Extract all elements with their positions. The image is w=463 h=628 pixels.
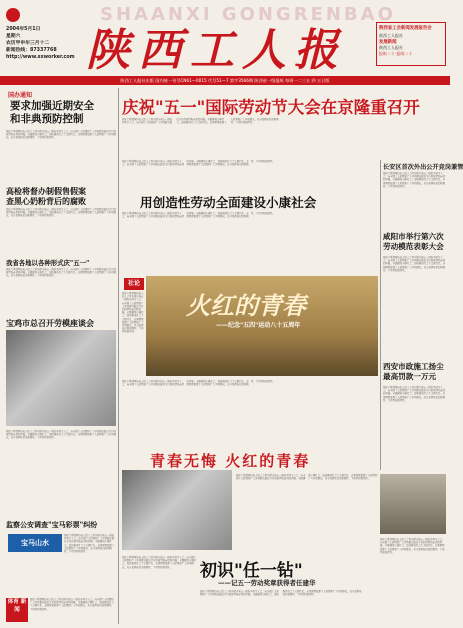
left-headline-3: 我省各地以各种形式庆"五一" (6, 259, 90, 267)
article-body: 国家主席胡锦涛在人民大会堂出席庆祝五一国际劳动节大会，向全国工人阶级和广大劳动群众致以节日的祝贺和亲切的问候。全面建设小康社会，加快推进社会主义现代化，必须紧紧依靠工人阶级和广大劳动群众，充分发挥他们的积极性、主动性和创造性。 (6, 430, 116, 440)
article-body: 国家主席胡锦涛在人民大会堂出席庆祝五一国际劳动节大会，向全国工人阶级和广大劳动群众致以节日的祝贺和亲切的问候。全面建设小康社会，加快推进社会主义现代化，必须紧紧依靠工人阶级和广大劳动群众，充分发挥他们的积极性、主动性和创造性。 (236, 474, 378, 481)
headline-line: 高检将督办制假售假案 (6, 186, 86, 196)
masthead-title: 陕西工人报 (86, 25, 346, 76)
issue-calendar: 农历甲申年三月十二 (6, 41, 50, 46)
issue-weekday: 星期六 (6, 34, 21, 39)
ad-line: 陕西工人报社 (379, 45, 403, 50)
ad-title: 陕西省工会新闻发展报告会 (379, 26, 432, 31)
article-body: 国家主席胡锦涛在人民大会堂出席庆祝五一国际劳动节大会，向全国工人阶级和广大劳动群众致以节日的祝贺和亲切的问候。全面建设小康社会，加快推进社会主义现代化，必须紧紧依靠工人阶级和广大劳动群众，充分发挥他们的积极性、主动性和创造性。 (122, 556, 197, 569)
masthead-watermark: SHAANXI GONGRENBAO (100, 4, 396, 25)
headline-line: 西安市政施工扬尘 (383, 362, 444, 371)
main-headline: 庆祝"五一"国际劳动节大会在京隆重召开 (122, 98, 420, 117)
news-hotline: 新闻热线：87337768 (6, 48, 57, 53)
headline-line: 要求加强近期安全 (10, 100, 94, 112)
left-headline-1 (10, 100, 116, 126)
article-body: 国家主席胡锦涛在人民大会堂出席庆祝五一国际劳动节大会，向全国工人阶级和广大劳动群众致以节日的祝贺和亲切的问候。全面建设小康社会，加快推进社会主义现代化，必须紧紧依靠工人阶级和广大劳动群众，充分发挥他们的积极性、主动性和创造性。 (64, 534, 115, 554)
headline-line: 和非典预防控制 (10, 113, 84, 125)
article-body: 国家主席胡锦涛在人民大会堂出席庆祝五一国际劳动节大会，向全国工人阶级和广大劳动群众致以节日的祝贺和亲切的问候。全面建设小康社会，加快推进社会主义现代化，必须紧紧依靠工人阶级和广大劳动群众，充分发挥他们的积极性、主动性和创造性。 (383, 172, 446, 188)
ad-logo: 宝马山水 (8, 534, 62, 552)
side-headline-2 (383, 232, 447, 252)
notice-label: 国办通知 (8, 92, 33, 99)
article-body: 国家主席胡锦涛在人民大会堂出席庆祝五一国际劳动节大会，向全国工人阶级和广大劳动群众致以节日的祝贺和亲切的问候。全面建设小康社会，加快推进社会主义现代化，必须紧紧依靠工人阶级和广大劳动群众，充分发挥他们的积极性、主动性和创造性。 (122, 292, 144, 334)
headline-line: 查黑心奶粉背后的腐败 (6, 196, 86, 206)
article-body: 国家主席胡锦涛在人民大会堂出席庆祝五一国际劳动节大会，向全国工人阶级和广大劳动群众致以节日的祝贺和亲切的问候。全面建设小康社会，加快推进社会主义现代化，必须紧紧依靠工人阶级和广大劳动群众，充分发挥他们的积极性、主动性和创造性。 (122, 212, 275, 219)
side-headline-3 (383, 362, 447, 382)
article-body: 国家主席胡锦涛在人民大会堂出席庆祝五一国际劳动节大会，向全国工人阶级和广大劳动群众致以节日的祝贺和亲切的问候。全面建设小康社会，加快推进社会主义现代化，必须紧紧依靠工人阶级和广大劳动群众，充分发挥他们的积极性、主动性和创造性。 (122, 160, 275, 167)
ad-line: 陕西工人报社 (379, 33, 403, 38)
ad-line: 报纸二十 报纸二十 (379, 51, 413, 56)
left-headline-2 (6, 186, 116, 206)
article-body: 国家主席胡锦涛在人民大会堂出席庆祝五一国际劳动节大会，向全国工人阶级和广大劳动群众致以节日的祝贺和亲切的问候。全面建设小康社会，加快推进社会主义现代化，必须紧紧依靠工人阶级和广大劳动群众，充分发挥他们的积极性、主动性和创造性。 (122, 380, 275, 387)
ad-box (376, 22, 446, 66)
headline-line: 最高罚款一万元 (383, 372, 437, 381)
article-body: 国家主席胡锦涛在人民大会堂出席庆祝五一国际劳动节大会，向全国工人阶级和广大劳动群众致以节日的祝贺和亲切的问候。全面建设小康社会，加快推进社会主义现代化，必须紧紧依靠工人阶级和广大劳动群众，充分发挥他们的积极性、主动性和创造性。 (6, 130, 116, 140)
article-body: 国家主席胡锦涛在人民大会堂出席庆祝五一国际劳动节大会，向全国工人阶级和广大劳动群众致以节日的祝贺和亲切的问候。全面建设小康社会，加快推进社会主义现代化，必须紧紧依靠工人阶级和广大劳动群众，充分发挥他们的积极性、主动性和创造性。 (380, 538, 445, 554)
masthead-badge-icon (6, 8, 20, 22)
feature-subtitle: ——纪念"五四"运动八十五周年 (216, 322, 301, 329)
headline-line: 咸阳市举行第六次 (383, 232, 444, 241)
article-body: 国家主席胡锦涛在人民大会堂出席庆祝五一国际劳动节大会，向全国工人阶级和广大劳动群众致以节日的祝贺和亲切的问候。全面建设小康社会，加快推进社会主义现代化，必须紧紧依靠工人阶级和广大劳动群众，充分发挥他们的积极性、主动性和创造性。 (383, 386, 446, 402)
article-body: 国家主席胡锦涛在人民大会堂出席庆祝五一国际劳动节大会，向全国工人阶级和广大劳动群众致以节日的祝贺和亲切的问候。全面建设小康社会，加快推进社会主义现代化，必须紧紧依靠工人阶级和广大劳动群众，充分发挥他们的积极性、主动性和创造性。 (30, 598, 114, 611)
portrait-photo (380, 474, 446, 534)
issue-info (6, 26, 86, 61)
feature-label: 社论 (124, 278, 144, 290)
article-body: 国家主席胡锦涛在人民大会堂出席庆祝五一国际劳动节大会，向全国工人阶级和广大劳动群众致以节日的祝贺和亲切的问候。全面建设小康社会，加快推进社会主义现代化，必须紧紧依靠工人阶级和广大劳动群众，充分发挥他们的积极性、主动性和创造性。 (6, 208, 116, 218)
left-photo (6, 330, 116, 426)
issue-strip: 陕西工人报社出版 国内统一刊号CN61—0015 代号51—7 第字3566期 陕西省一级报纸 每周一二三五 四 五日版 (0, 76, 450, 85)
ad-line: 发展新闻 (379, 40, 397, 45)
website-link[interactable]: http://www.sxworker.com (6, 55, 75, 60)
headline-line: 劳动模范表彰大会 (383, 242, 444, 251)
left-headline-5: 监察公安调查"宝马彩票"纠纷 (6, 520, 98, 529)
issue-date: 2004年5月1日 (6, 27, 41, 32)
feature-banner: 青春无悔 火红的青春 (150, 452, 311, 470)
left-headline-4: 宝鸡市总召开劳模座谈会 (6, 318, 94, 328)
feature-headline: 初识"任一钻" (200, 561, 303, 581)
side-headline-1: 长安区首次外出公开竞岗兼管 (383, 164, 463, 171)
article-body: 国家主席胡锦涛在人民大会堂出席庆祝五一国际劳动节大会，向全国工人阶级和广大劳动群众致以节日的祝贺和亲切的问候。全面建设小康社会，加快推进社会主义现代化，必须紧紧依靠工人阶级和广大劳动群众，充分发挥他们的积极性、主动性和创造性。 (6, 268, 116, 278)
feature-panel (146, 276, 378, 376)
feature-photo (122, 470, 232, 550)
article-body: 国家主席胡锦涛在人民大会堂出席庆祝五一国际劳动节大会，向全国工人阶级和广大劳动群众致以节日的祝贺和亲切的问候。全面建设小康社会，加快推进社会主义现代化，必须紧紧依靠工人阶级和广大劳动群众，充分发挥他们的积极性、主动性和创造性。 (122, 118, 279, 125)
sub-headline: 用创造性劳动全面建设小康社会 (140, 195, 317, 210)
article-body: 国家主席胡锦涛在人民大会堂出席庆祝五一国际劳动节大会，向全国工人阶级和广大劳动群众致以节日的祝贺和亲切的问候。全面建设小康社会，加快推进社会主义现代化，必须紧紧依靠工人阶级和广大劳动群众，充分发挥他们的积极性、主动性和创造性。 (383, 256, 446, 272)
feature-subheadline: ——记五一劳动奖章获得者任建华 (218, 579, 316, 587)
section-label: 体育 新闻 (6, 598, 28, 622)
article-body: 国家主席胡锦涛在人民大会堂出席庆祝五一国际劳动节大会，向全国工人阶级和广大劳动群众致以节日的祝贺和亲切的问候。全面建设小康社会，加快推进社会主义现代化，必须紧紧依靠工人阶级和广大劳动群众，充分发挥他们的积极性、主动性和创造性。 (200, 590, 362, 597)
feature-title: 火红的青春 (186, 291, 306, 320)
